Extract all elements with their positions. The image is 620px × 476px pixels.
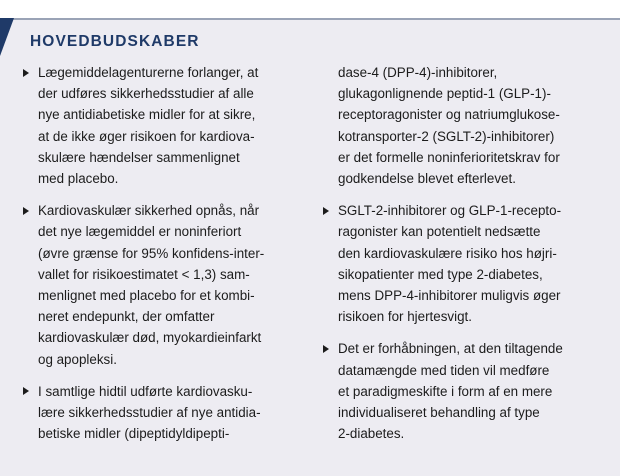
text-line: det nye lægemiddel er noninferiort — [38, 224, 242, 240]
text-line: kardiovaskulær død, myokardieinfarkt — [38, 330, 262, 346]
text-line: betiske midler (dipeptidyldipepti- — [38, 426, 230, 442]
text-line: er det formelle noninferioritetskrav for — [338, 149, 560, 165]
bullet-text — [38, 381, 261, 445]
text-line: og apopleksi. — [38, 351, 117, 367]
text-line: glukagonlignende peptid-1 (GLP-1)- — [338, 86, 551, 102]
text-line: (øvre grænse for 95% konfidens-inter- — [38, 245, 265, 261]
bullet-item — [22, 200, 300, 370]
triangle-bullet-icon — [322, 338, 338, 359]
text-line: kotransporter-2 (SGLT-2)-inhibitorer) — [338, 128, 555, 144]
text-line: I samtlige hidtil udførte kardiovasku- — [38, 383, 253, 399]
left-column — [22, 62, 300, 444]
text-line: dase-4 (DPP-4)-inhibitorer, — [338, 65, 498, 80]
text-line: godkendelse blevet efterlevet. — [338, 171, 516, 187]
bullet-text — [338, 338, 563, 444]
text-line: datamængde med tiden vil medføre — [338, 362, 550, 378]
text-line: med placebo. — [38, 171, 119, 187]
text-line: mens DPP-4-inhibitorer muligvis øger — [338, 288, 561, 304]
text-line: at de ikke øger risikoen for kardiova- — [38, 128, 255, 144]
text-line: receptoragonister og natriumglukose- — [338, 107, 560, 123]
triangle-bullet-icon — [22, 381, 38, 402]
bullet-text — [38, 200, 264, 370]
continuation-text — [322, 62, 610, 189]
text-line: skulære hændelser sammenlignet — [38, 149, 240, 165]
text-line: vallet for risikoestimatet < 1,3) sam- — [38, 266, 250, 282]
bullet-item — [22, 381, 300, 445]
text-line: ragonister kan potentielt nedsætte — [338, 224, 541, 240]
text-line: der udføres sikkerhedsstudier af alle — [38, 86, 254, 102]
text-line: 2-diabetes. — [338, 426, 405, 442]
triangle-bullet-icon — [22, 200, 38, 221]
text-line: et paradigmeskifte i form af en mere — [338, 383, 553, 399]
triangle-bullet-icon — [322, 200, 338, 221]
text-line: risikoen for hjertesvigt. — [338, 309, 472, 325]
bullet-text — [338, 200, 561, 327]
right-column — [322, 62, 610, 444]
text-line: individualiseret behandling af type — [338, 405, 540, 421]
text-line: SGLT-2-inhibitorer og GLP-1-recepto- — [338, 203, 562, 219]
text-line: lære sikkerhedsstudier af nye antidia- — [38, 405, 261, 421]
bullet-item — [322, 338, 610, 444]
bullet-text — [38, 62, 258, 189]
text-line: den kardiovaskulære risiko hos højri- — [338, 245, 557, 261]
bullet-item — [322, 200, 610, 327]
text-line: sikopatienter med type 2-diabetes, — [338, 266, 543, 282]
bullet-item — [22, 62, 300, 189]
text-line: Kardiovaskulær sikkerhed opnås, når — [38, 203, 260, 219]
text-line: neret endepunkt, der omfatter — [38, 309, 215, 325]
box-title: HOVEDBUDSKABER — [30, 33, 200, 50]
triangle-bullet-icon — [22, 62, 38, 83]
text-line: Lægemiddelagenturerne forlanger, at — [38, 65, 259, 80]
text-line: menlignet med placebo for et kombi- — [38, 288, 255, 304]
text-line: Det er forhåbningen, at den tiltagende — [338, 341, 563, 357]
text-line: nye antidiabetiske midler for at sikre, — [38, 107, 256, 123]
